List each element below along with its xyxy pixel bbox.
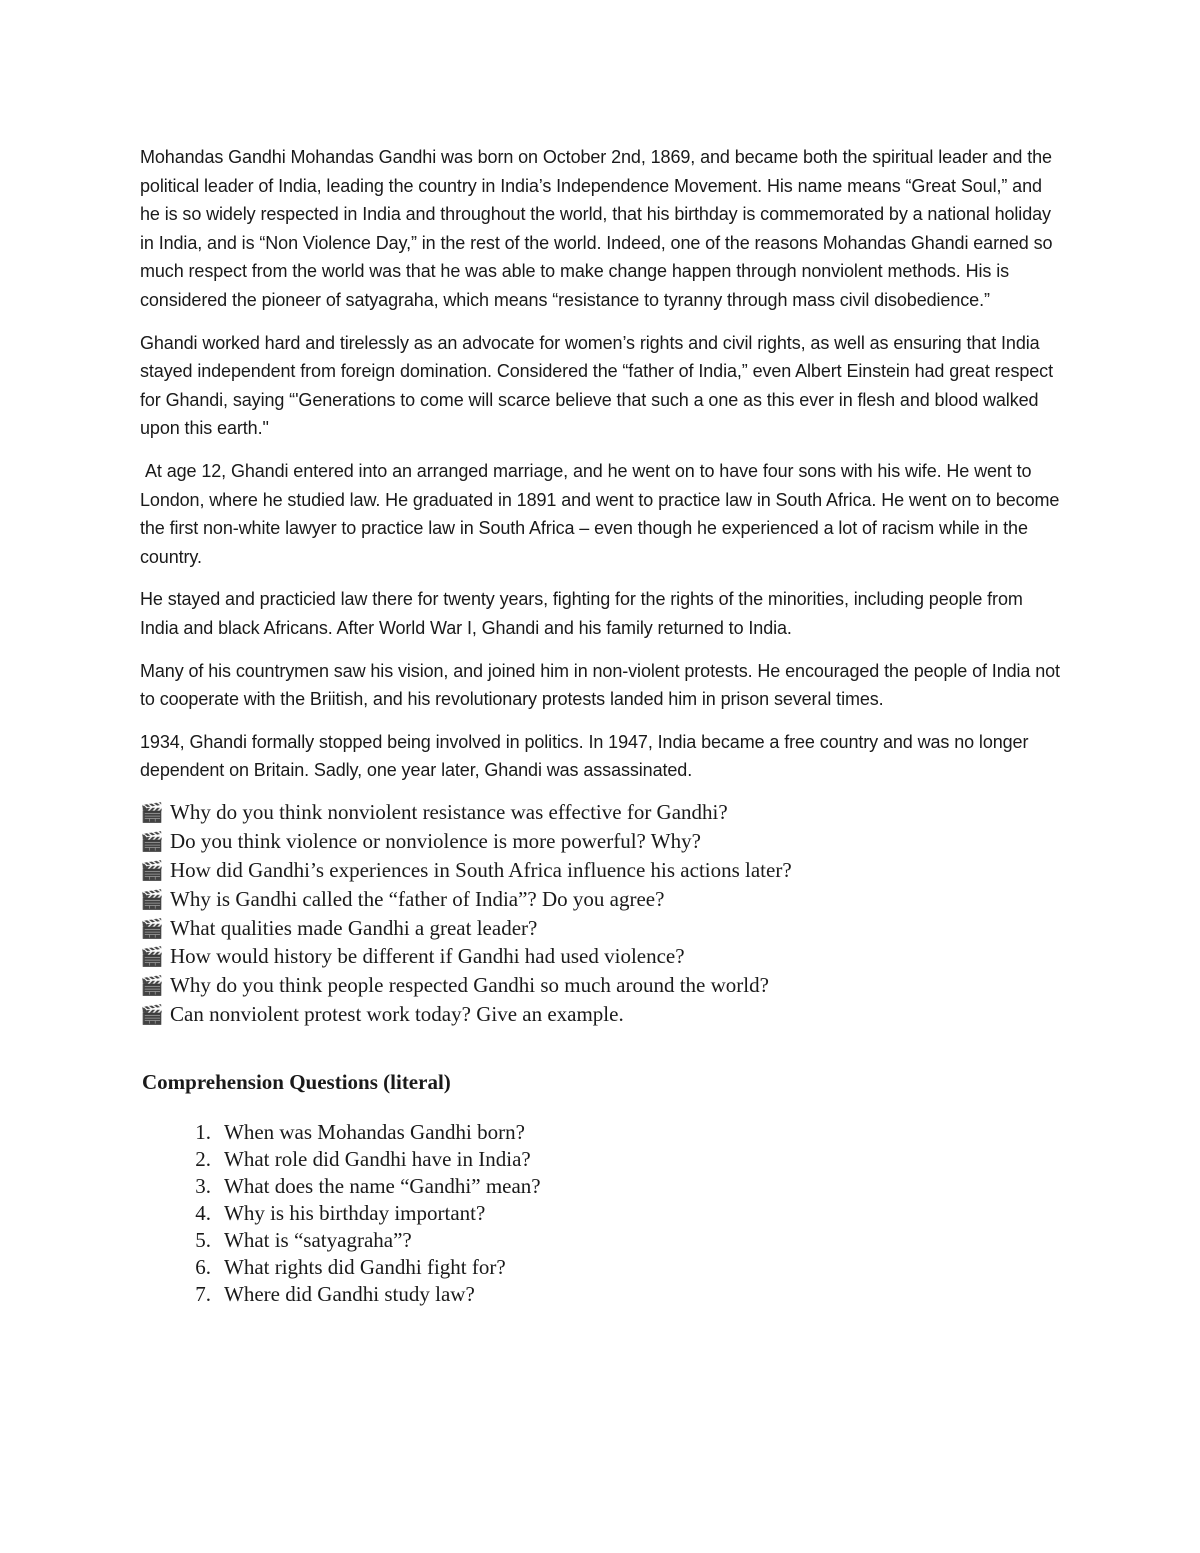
discussion-question-text: How did Gandhi’s experiences in South Africa influence his actions later?: [170, 857, 792, 882]
clapperboard-icon: 🎬: [140, 889, 164, 911]
clapperboard-icon: 🎬: [140, 947, 164, 969]
question-number: 4.: [195, 1201, 211, 1226]
clapperboard-icon: 🎬: [140, 1005, 164, 1027]
discussion-question-text: Why is Gandhi called the “father of India”? Do you agree?: [170, 886, 665, 911]
question-text: What is “satyagraha”?: [224, 1228, 412, 1253]
paragraph-early-life: At age 12, Ghandi entered into an arranged marriage, and he went on to have four sons with his wife. He went to London, where he studied law. He graduated in 1891 and went to practice law in South Africa. He went on to become the first non-white lawyer to practice law in South Africa – even though he experienced a lot of racism while in the country.: [140, 460, 1060, 567]
question-number: 2.: [195, 1147, 211, 1172]
paragraph-independence: 1934, Ghandi formally stopped being involved in politics. In 1947, India became a free country and was no longer dependent on Britain. Sadly, one year later, Ghandi was assassinated.: [140, 731, 1029, 781]
comprehension-question: [140, 1146, 1060, 1173]
paragraph-south-africa: He stayed and practicied law there for twenty years, fighting for the rights of the minorities, including people from India and black Africans. After World War I, Ghandi and his family returned to India.: [140, 589, 1023, 638]
clapperboard-icon: 🎬: [140, 918, 164, 940]
discussion-question-text: Do you think violence or nonviolence is more powerful? Why?: [170, 828, 701, 853]
comprehension-question-list: [140, 1119, 1060, 1308]
clapperboard-icon: 🎬: [140, 831, 164, 853]
paragraph-protests: Many of his countrymen saw his vision, and joined him in non-violent protests. He encouraged the people of India not to cooperate with the Briitish, and his revolutionary protests landed him in prison several times.: [140, 660, 1060, 710]
discussion-question: [140, 972, 1060, 1001]
discussion-question-text: Can nonviolent protest work today? Give an example.: [170, 1002, 624, 1027]
clapperboard-icon: 🎬: [140, 802, 164, 824]
clapperboard-icon: 🎬: [140, 976, 164, 998]
question-text: What does the name “Gandhi” mean?: [224, 1174, 541, 1199]
question-number: 1.: [195, 1120, 211, 1145]
discussion-question: [140, 799, 1060, 828]
question-text: When was Mohandas Gandhi born?: [224, 1120, 525, 1145]
paragraph-intro: Mohandas Gandhi Mohandas Gandhi was born on October 2nd, 1869, and became both the spiritual leader and the political leader of India, leading the country in India’s Independence Movement. His name means “Great Soul,” and he is so widely respected in India and throughout the world, that his birthday is commemorated by a national holiday in India, and is “Non Violence Day,” in the rest of the world. Indeed, one of the reasons Mohandas Ghandi earned so much respect from the world was that he was able to make change happen through nonviolent methods. His is considered the pioneer of satyagraha, which means “resistance to tyranny through mass civil disobedience.”: [140, 147, 1053, 310]
question-number: 3.: [195, 1174, 211, 1199]
discussion-question: [140, 915, 1060, 944]
discussion-question: [140, 857, 1060, 886]
comprehension-heading: Comprehension Questions (literal): [142, 1070, 451, 1095]
question-number: 7.: [195, 1282, 211, 1307]
comprehension-question: [140, 1200, 1060, 1227]
clapperboard-icon: 🎬: [140, 860, 164, 882]
comprehension-question: [140, 1227, 1060, 1254]
question-number: 5.: [195, 1228, 211, 1253]
comprehension-question: [140, 1281, 1060, 1308]
discussion-question: [140, 828, 1060, 857]
discussion-question: [140, 943, 1060, 972]
discussion-question-text: How would history be different if Gandhi had used violence?: [170, 944, 685, 969]
discussion-question-text: What qualities made Gandhi a great leader?: [170, 915, 538, 940]
discussion-question-text: Why do you think nonviolent resistance was effective for Gandhi?: [170, 799, 728, 824]
comprehension-question: [140, 1173, 1060, 1200]
discussion-question-text: Why do you think people respected Gandhi so much around the world?: [170, 973, 769, 998]
comprehension-question: [140, 1119, 1060, 1146]
question-number: 6.: [195, 1255, 211, 1280]
document-page: [140, 143, 1060, 1308]
discussion-question: [140, 1001, 1060, 1030]
question-text: Where did Gandhi study law?: [224, 1282, 475, 1307]
question-text: What rights did Gandhi fight for?: [224, 1255, 506, 1280]
comprehension-question: [140, 1254, 1060, 1281]
discussion-question: [140, 886, 1060, 915]
question-text: Why is his birthday important?: [224, 1201, 486, 1226]
discussion-question-list: [140, 799, 1060, 1030]
paragraph-advocate: Ghandi worked hard and tirelessly as an advocate for women’s rights and civil rights, as well as ensuring that India stayed independent from foreign domination. Considered the “father of India,” even Albert Einstein had great respect for Ghandi, saying “'Generations to come will scarce believe that such a one as this ever in flesh and blood walked upon this earth.": [140, 332, 1053, 439]
question-text: What role did Gandhi have in India?: [224, 1147, 531, 1172]
